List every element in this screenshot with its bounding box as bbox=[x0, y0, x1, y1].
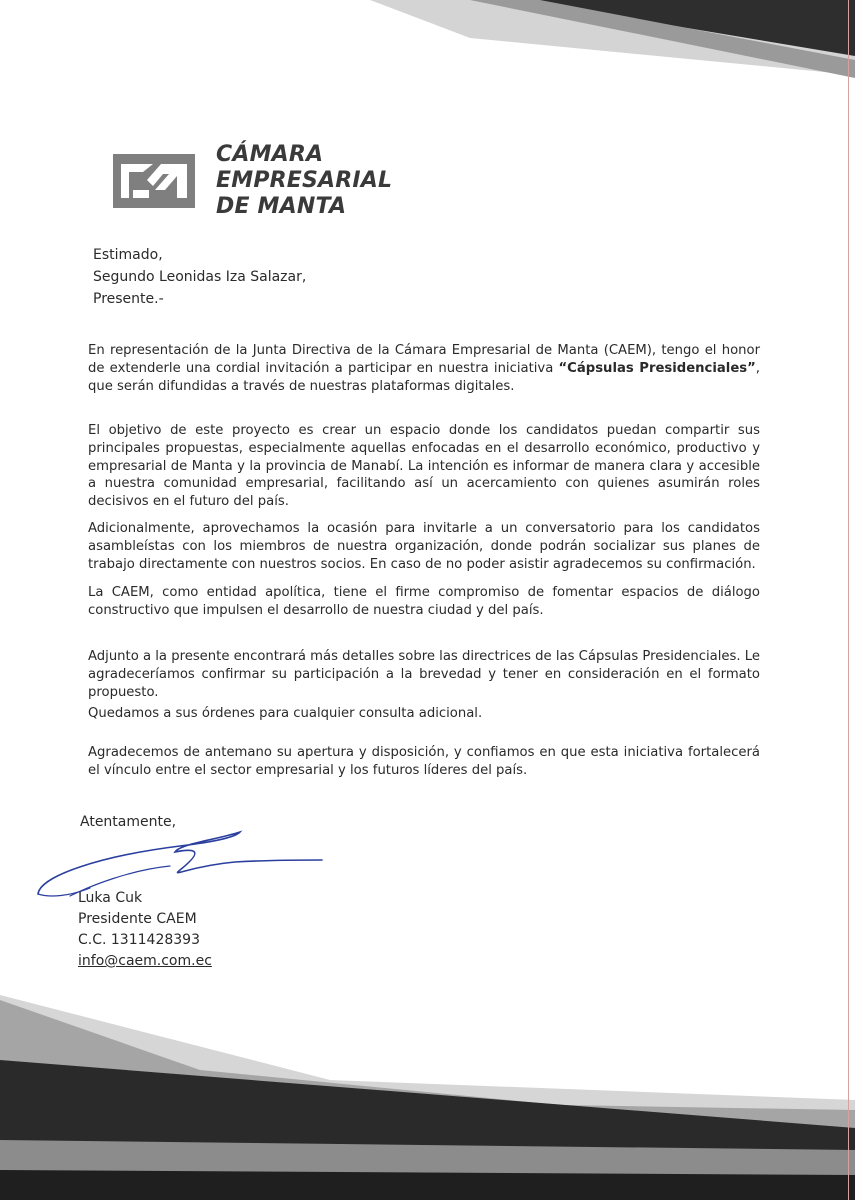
signer-email-link[interactable]: info@caem.com.ec bbox=[78, 953, 212, 969]
organization-logo bbox=[113, 142, 413, 222]
greeting: Estimado, bbox=[93, 247, 163, 263]
paragraph-attachment: Adjunto a la presente encontrará más detalles sobre las directrices de las Cápsulas Presidenciales. Le agradeceríamos confirmar su participación a la brevedad y tener en consideración en el formato propuesto. bbox=[88, 649, 760, 700]
org-name-line3: DE MANTA bbox=[216, 194, 347, 219]
initiative-name: “Cápsulas Presidenciales” bbox=[558, 360, 756, 376]
footer-band-black bbox=[0, 1170, 855, 1200]
page-edge-line bbox=[848, 0, 849, 1200]
org-name-line1: CÁMARA bbox=[216, 142, 324, 167]
paragraph-invitation: En representación de la Junta Directiva de la Cámara Empresarial de Manta (CAEM), tengo el honor de extenderle una cordial invitación a participar en nuestra iniciativa “Cápsulas Presidenciales”, que serán difundidas a través de nuestras plataformas digitales. bbox=[88, 343, 760, 394]
recipient-name: Segundo Leonidas Iza Salazar, bbox=[93, 269, 307, 285]
paragraph-objective: El objetivo de este proyecto es crear un espacio donde los candidatos puedan compartir sus principales propuestas, especialmente aquellas enfocadas en el desarrollo económico, productivo y empresarial de Manta y la provincia de Manabí. La intención es informar de manera clara y accesible a nuestra comunidad empresarial, facilitando así un acercamiento con quienes asumirán roles decisivos en el futuro del país. bbox=[88, 423, 760, 510]
caem-logo-icon bbox=[113, 150, 195, 210]
salutation-block bbox=[93, 244, 306, 310]
sign-off: Atentamente, bbox=[80, 814, 177, 830]
paragraph-conversatorio: Adicionalmente, aprovechamos la ocasión para invitarle a un conversatorio para los candidatos asambleístas con los miembros de nuestra organización, donde podrán socializar sus planes de trabajo directamente con nuestros socios. En caso de no poder asistir agradecemos su confirmación. bbox=[88, 521, 760, 572]
signer-title: Presidente CAEM bbox=[78, 911, 197, 927]
signer-name: Luka Cuk bbox=[78, 890, 143, 906]
signer-id: C.C. 1311428393 bbox=[78, 932, 200, 948]
organization-name bbox=[216, 142, 392, 220]
paragraph-availability: Quedamos a sus órdenes para cualquier consulta adicional. bbox=[88, 706, 483, 721]
presente-line: Presente.- bbox=[93, 291, 164, 307]
org-name-line2: EMPRESARIAL bbox=[216, 168, 393, 193]
paragraph-gratitude: Agradecemos de antemano su apertura y disposición, y confiamos en que esta iniciativa fortalecerá el vínculo entre el sector empresarial y los futuros líderes del país. bbox=[88, 745, 760, 778]
signer-block bbox=[78, 888, 212, 972]
paragraph-apolitical: La CAEM, como entidad apolítica, tiene el firme compromiso de fomentar espacios de diálogo constructivo que impulsen el desarrollo de nuestra ciudad y del país. bbox=[88, 585, 760, 618]
